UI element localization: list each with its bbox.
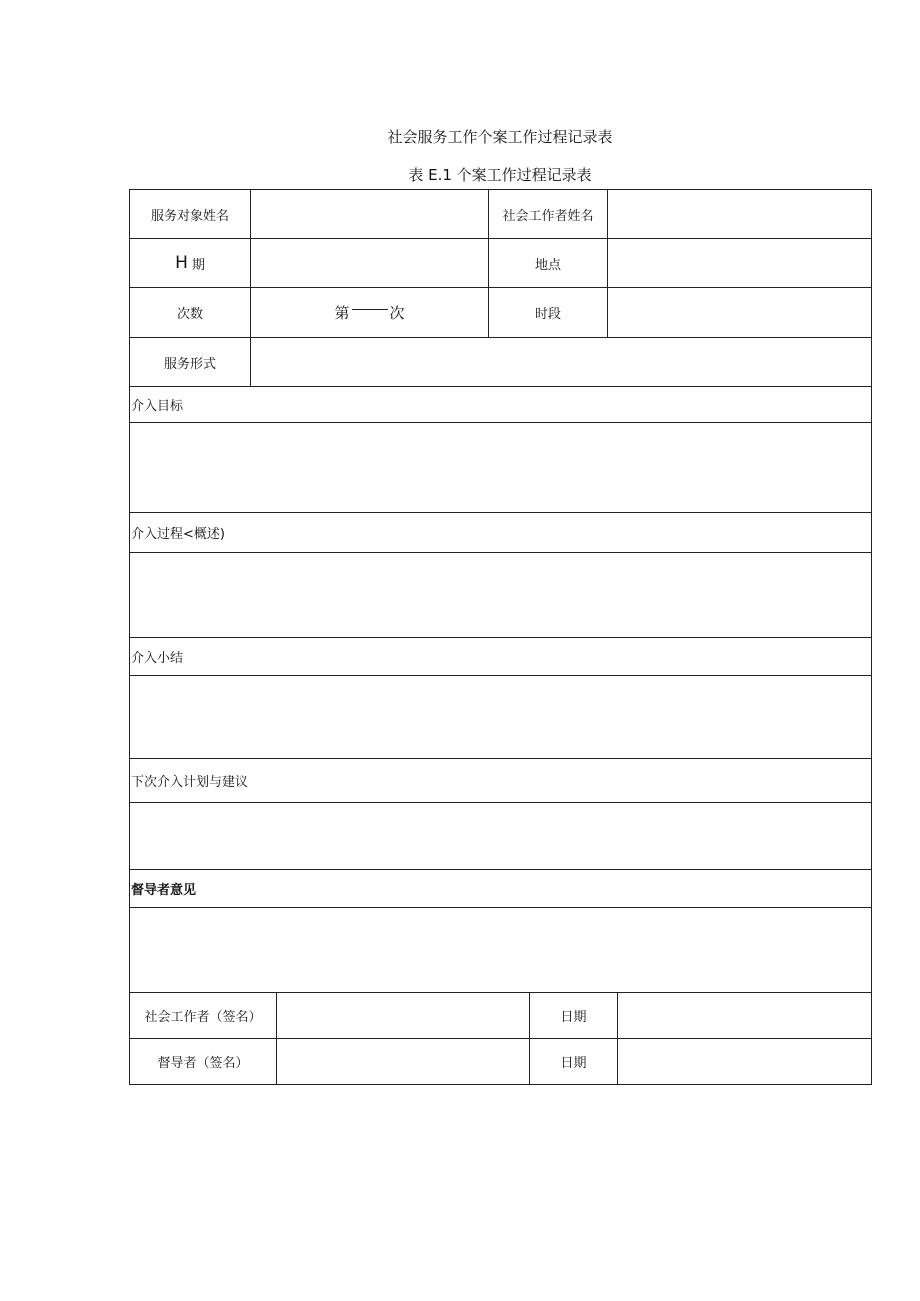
next-plan-field[interactable] bbox=[130, 803, 871, 869]
row-divider bbox=[129, 637, 872, 638]
date-label bbox=[130, 239, 250, 287]
intervention-process-heading: 介入过程<概述) bbox=[131, 527, 225, 542]
supervisor-opinion-heading: 督导者意见 bbox=[131, 883, 197, 898]
worker-signature-field[interactable] bbox=[277, 993, 529, 1038]
supervisor-date-label: 日期 bbox=[560, 1056, 587, 1071]
intervention-summary-field[interactable] bbox=[130, 676, 871, 758]
worker-date-label: 日期 bbox=[560, 1010, 587, 1025]
supervisor-opinion-field[interactable] bbox=[130, 908, 871, 992]
period-field[interactable] bbox=[608, 288, 871, 337]
place-label: 地点 bbox=[534, 257, 561, 273]
service-form-label: 服务形式 bbox=[163, 356, 216, 372]
intervention-summary-heading: 介入小结 bbox=[131, 651, 184, 666]
intervention-process-field[interactable] bbox=[130, 553, 871, 637]
worker-date-field[interactable] bbox=[618, 993, 871, 1038]
row-divider bbox=[129, 512, 872, 513]
supervisor-signature-field[interactable] bbox=[277, 1039, 529, 1084]
client-name-field[interactable] bbox=[251, 190, 488, 238]
count-field[interactable] bbox=[251, 288, 488, 337]
supervisor-date-field[interactable] bbox=[618, 1039, 871, 1084]
table-caption: 表 E.1 个案工作过程记录表 bbox=[408, 166, 592, 184]
count-suffix: 次 bbox=[389, 304, 405, 322]
row-divider bbox=[129, 869, 872, 870]
worker-name-label: 社会工作者姓名 bbox=[502, 208, 594, 224]
place-field[interactable] bbox=[608, 239, 871, 287]
worker-signature-label: 社会工作者（签名） bbox=[144, 1010, 262, 1025]
document-title: 社会服务工作个案工作过程记录表 bbox=[387, 128, 613, 146]
count-blank[interactable] bbox=[352, 309, 388, 310]
period-label: 时段 bbox=[534, 307, 561, 322]
intervention-goal-field[interactable] bbox=[130, 423, 871, 512]
next-plan-heading: 下次介入计划与建议 bbox=[131, 775, 249, 790]
count-prefix: 第 bbox=[334, 304, 350, 322]
service-form-field[interactable] bbox=[251, 338, 871, 386]
supervisor-signature-label: 督导者（签名） bbox=[157, 1056, 249, 1071]
count-label: 次数 bbox=[176, 307, 203, 322]
row-divider bbox=[129, 386, 872, 387]
worker-name-field[interactable] bbox=[608, 190, 871, 238]
date-label-prefix: H bbox=[175, 253, 188, 273]
client-name-label: 服务对象姓名 bbox=[150, 208, 229, 224]
intervention-goal-heading: 介入目标 bbox=[131, 399, 184, 414]
table-border-bottom bbox=[129, 1084, 872, 1085]
date-field[interactable] bbox=[251, 239, 488, 287]
date-label-suffix: 期 bbox=[191, 257, 205, 273]
